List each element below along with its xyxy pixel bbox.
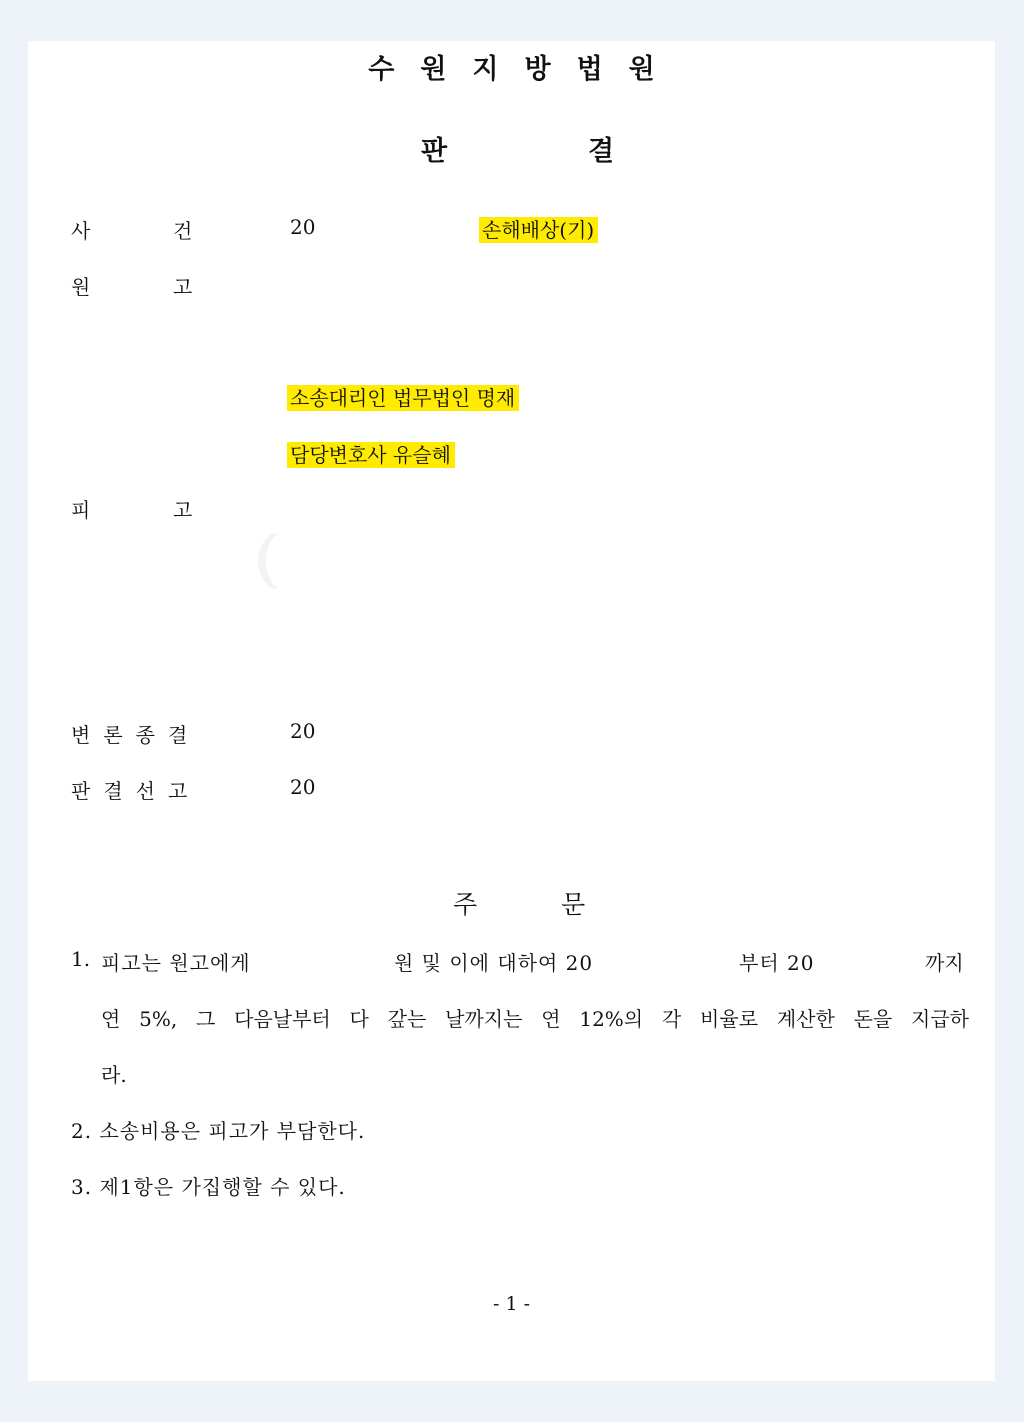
case-number: 20 <box>290 215 316 239</box>
order-heading-left: 주 <box>453 890 478 919</box>
page-number: - 1 - <box>492 1293 530 1315</box>
label-judgment-date: 판결선고 <box>71 779 201 803</box>
order-item1-seg2: 원 및 이에 대하여 20 <box>394 951 594 975</box>
doc-title-right: 결 <box>588 136 615 167</box>
label-plaintiff-a: 원 <box>71 275 91 299</box>
watermark-arc <box>258 529 316 593</box>
order-item1-seg1: 피고는 원고에게 <box>101 951 251 975</box>
judgment-date-value: 20 <box>290 775 316 799</box>
label-defendant-b: 고 <box>173 498 193 522</box>
hearing-end-value: 20 <box>290 719 316 743</box>
label-hearing-end: 변론종결 <box>71 723 201 747</box>
label-case-a: 사 <box>71 219 91 243</box>
label-plaintiff-b: 고 <box>173 275 193 299</box>
order-item3: 3. 제1항은 가집행할 수 있다. <box>71 1175 346 1199</box>
counsel-lawyer <box>287 439 455 468</box>
doc-title-left: 판 <box>421 136 448 167</box>
case-name-highlight: 손해배상(기) <box>479 217 598 243</box>
case-name <box>479 214 598 243</box>
order-item1-number: 1. <box>71 947 91 971</box>
order-item2: 2. 소송비용은 피고가 부담한다. <box>71 1119 366 1143</box>
order-item1-seg3: 부터 20 <box>739 951 815 975</box>
order-heading-right: 문 <box>561 890 586 919</box>
counsel-lawyer-highlight: 담당변호사 유슬혜 <box>287 442 455 468</box>
order-item1-line2: 연 5%, 그 다음날부터 다 갚는 날까지는 연 12%의 각 비율로 계산한 돈을 지급하 <box>101 1007 969 1031</box>
label-case-b: 건 <box>173 219 193 243</box>
counsel-firm-highlight: 소송대리인 법무법인 명재 <box>287 385 519 411</box>
order-item1-seg4: 까지 <box>925 951 964 975</box>
court-name: 수원지방법원 <box>368 54 681 85</box>
counsel-firm <box>287 382 519 411</box>
document-page <box>28 41 995 1381</box>
label-defendant-a: 피 <box>71 498 91 522</box>
order-item1-line3: 라. <box>101 1063 127 1087</box>
